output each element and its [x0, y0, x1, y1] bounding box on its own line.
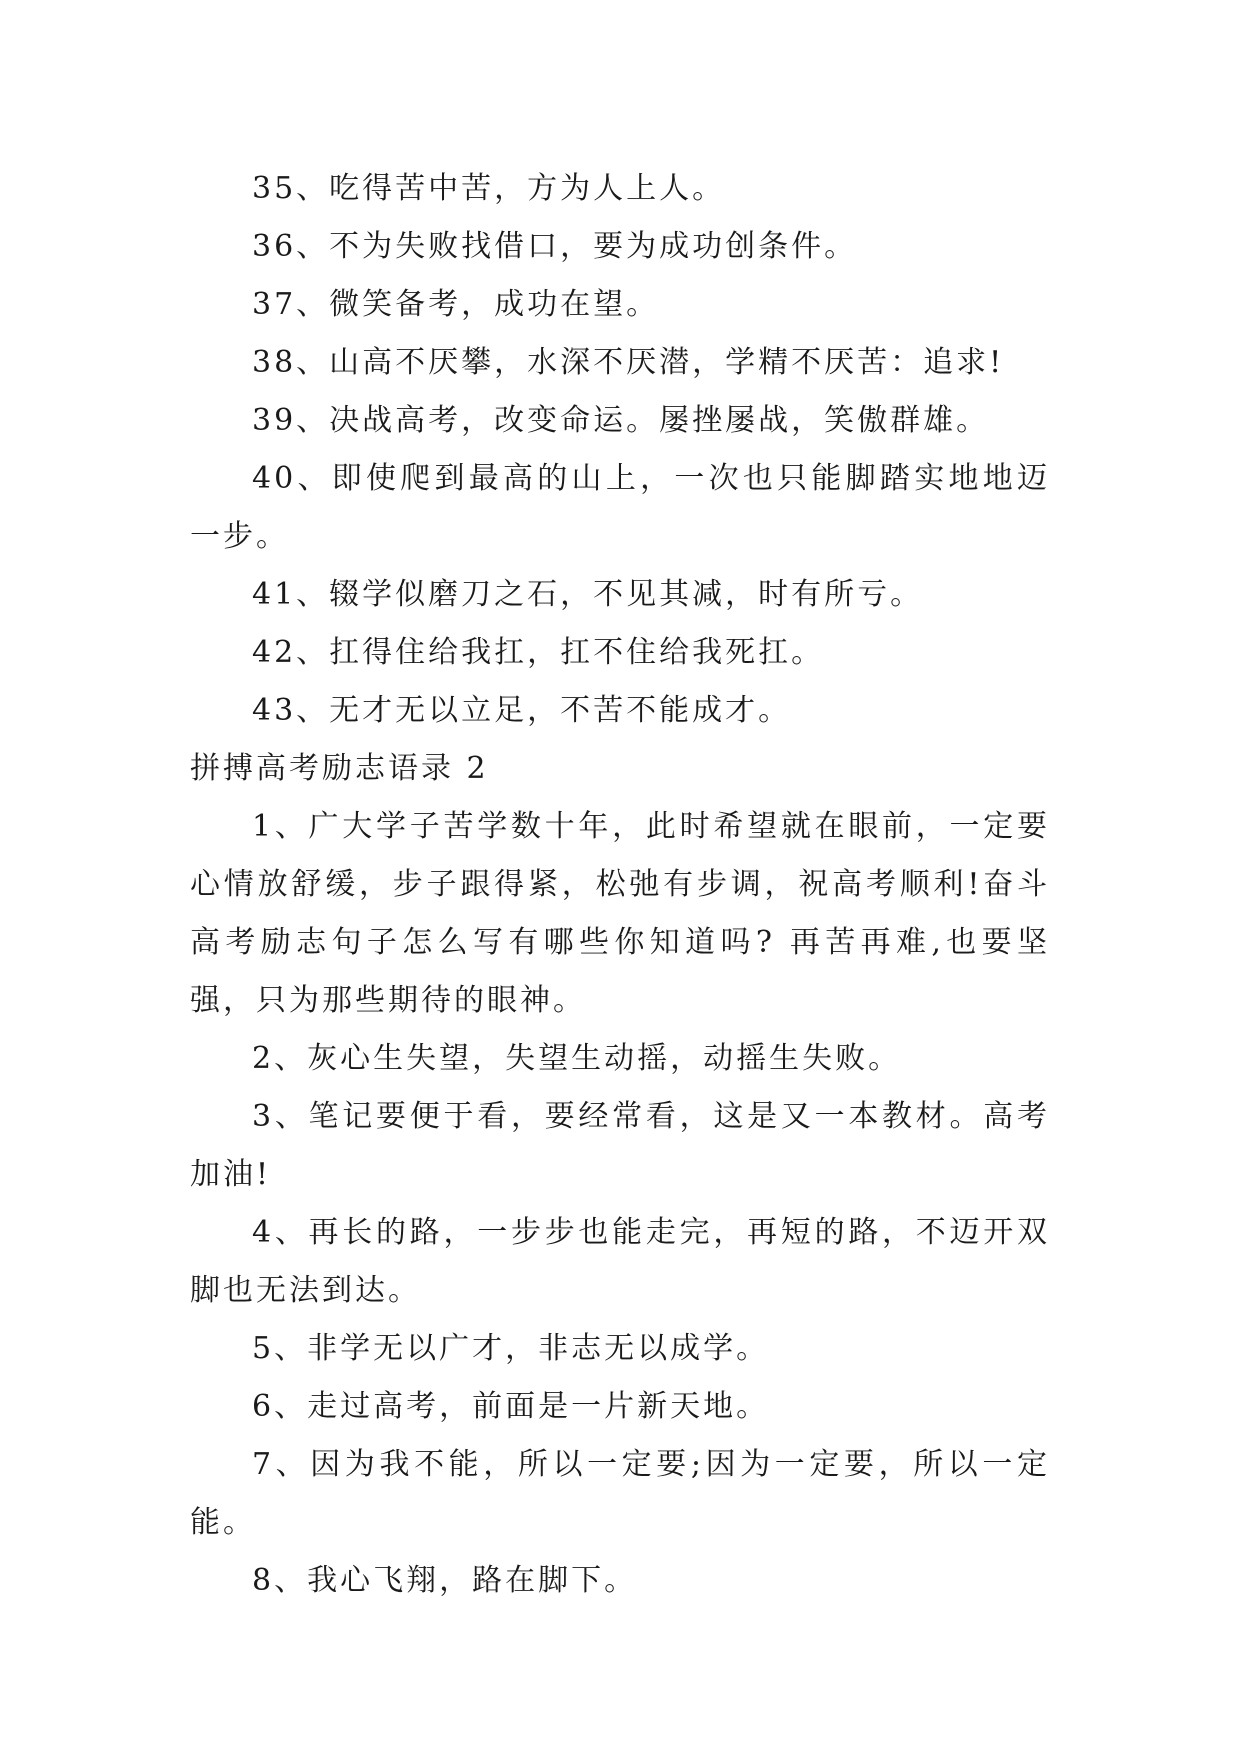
quote-39: 39、决战高考，改变命运。屡挫屡战，笑傲群雄。 [252, 403, 990, 438]
quote-2-4: 4、再长的路，一步步也能走完，再短的路，不迈开双脚也无法到达。 [190, 1215, 1050, 1308]
document-page [190, 160, 1050, 1610]
quote-37: 37、微笑备考，成功在望。 [252, 287, 660, 322]
quote-2-2: 2、灰心生失望，失望生动摇，动摇生失败。 [252, 1041, 902, 1076]
quote-2-1: 1、广大学子苦学数十年，此时希望就在眼前，一定要心情放舒缓，步子跟得紧，松弛有步调，祝高考顺利!奋斗高考励志句子怎么写有哪些你知道吗? 再苦再难,也要坚强，只为那些期待的眼神。 [190, 809, 1050, 1018]
quote-35: 35、吃得苦中苦，方为人上人。 [252, 171, 726, 206]
quote-42: 42、扛得住给我扛，扛不住给我死扛。 [252, 635, 825, 670]
quote-38: 38、山高不厌攀，水深不厌潜，学精不厌苦：追求! [252, 345, 1005, 380]
quote-2-6: 6、走过高考，前面是一片新天地。 [252, 1389, 770, 1424]
quote-36: 36、不为失败找借口，要为成功创条件。 [252, 229, 858, 264]
quote-2-3: 3、笔记要便于看，要经常看，这是又一本教材。高考加油! [190, 1099, 1050, 1192]
section-heading: 拼搏高考励志语录 2 [190, 751, 489, 786]
quote-40: 40、即使爬到最高的山上，一次也只能脚踏实地地迈一步。 [190, 461, 1050, 554]
quote-2-7: 7、因为我不能，所以一定要;因为一定要，所以一定能。 [190, 1447, 1050, 1540]
quote-2-5: 5、非学无以广才，非志无以成学。 [252, 1331, 770, 1366]
quote-41: 41、辍学似磨刀之石，不见其减，时有所亏。 [252, 577, 924, 612]
quote-43: 43、无才无以立足，不苦不能成才。 [252, 693, 792, 728]
quote-2-8: 8、我心飞翔，路在脚下。 [252, 1563, 638, 1598]
